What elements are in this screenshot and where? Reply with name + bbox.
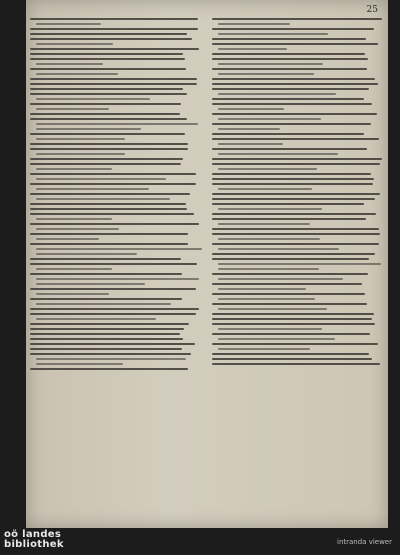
directory-entry — [212, 198, 382, 200]
directory-entry — [30, 353, 200, 365]
text-line — [212, 313, 374, 315]
directory-entry — [212, 148, 382, 155]
text-line — [212, 163, 380, 165]
directory-entry — [212, 178, 382, 180]
viewer-label: intranda viewer — [337, 538, 392, 546]
text-line — [30, 58, 185, 60]
directory-entry — [212, 218, 382, 225]
directory-entry — [30, 213, 200, 220]
text-line — [30, 193, 190, 195]
directory-entry — [30, 193, 200, 200]
directory-entry — [212, 213, 382, 215]
directory-entry — [30, 173, 200, 180]
text-line — [212, 113, 377, 115]
text-line — [30, 263, 197, 265]
directory-entry — [212, 358, 382, 360]
directory-entry — [30, 133, 200, 140]
directory-entry — [212, 58, 382, 65]
text-line — [36, 278, 199, 280]
text-line — [212, 213, 376, 215]
directory-entry — [30, 68, 200, 75]
text-line — [218, 93, 336, 95]
text-line — [30, 243, 188, 245]
directory-entry — [212, 353, 382, 355]
text-line — [36, 128, 141, 130]
text-line — [30, 53, 183, 55]
text-line — [218, 298, 315, 300]
directory-entry — [30, 233, 200, 240]
text-line — [30, 313, 196, 315]
text-line — [30, 343, 195, 345]
text-line — [36, 198, 170, 200]
directory-entry — [212, 253, 382, 255]
logo-line-2: bibliothek — [4, 539, 64, 550]
text-line — [212, 133, 364, 135]
text-line — [36, 123, 198, 125]
text-line — [218, 223, 310, 225]
text-line — [212, 273, 368, 275]
library-logo[interactable] — [4, 530, 64, 550]
directory-entry — [212, 68, 382, 75]
text-line — [212, 233, 380, 235]
text-line — [30, 68, 186, 70]
text-line — [212, 293, 365, 295]
directory-entry — [30, 263, 200, 270]
text-line — [36, 23, 101, 25]
text-line — [30, 348, 182, 350]
directory-entry — [30, 88, 200, 90]
text-line — [30, 288, 196, 290]
directory-entry — [212, 53, 382, 55]
directory-entry — [212, 233, 382, 240]
text-line — [218, 238, 320, 240]
text-line — [30, 163, 181, 165]
directory-entry — [30, 158, 200, 160]
text-line — [36, 238, 99, 240]
text-line — [218, 168, 317, 170]
page-number: 25 — [366, 5, 378, 15]
text-line — [36, 303, 171, 305]
text-line — [218, 208, 322, 210]
directory-entry — [212, 158, 382, 160]
directory-entry — [212, 103, 382, 110]
text-line — [36, 168, 112, 170]
text-line — [212, 78, 375, 80]
directory-entry — [212, 98, 382, 100]
text-line — [30, 158, 183, 160]
directory-entry — [30, 58, 200, 65]
text-line — [36, 73, 118, 75]
text-line — [212, 178, 374, 180]
text-line — [212, 148, 367, 150]
directory-entry — [30, 183, 200, 190]
directory-entry — [212, 343, 382, 350]
text-line — [218, 153, 338, 155]
text-line — [30, 173, 196, 175]
logo-line-1: oö landes — [4, 529, 62, 540]
directory-entry — [30, 148, 200, 155]
text-line — [30, 328, 184, 330]
text-line — [218, 33, 328, 35]
directory-entry — [30, 333, 200, 335]
text-line — [36, 363, 123, 365]
text-line — [212, 243, 379, 245]
text-line — [30, 323, 189, 325]
text-line — [36, 268, 112, 270]
text-line — [212, 253, 375, 255]
directory-entry — [212, 163, 382, 170]
text-line — [30, 298, 182, 300]
directory-entry — [212, 133, 382, 135]
text-line — [212, 38, 366, 40]
directory-entry — [30, 143, 200, 145]
directory-entry — [212, 138, 382, 145]
text-line — [36, 293, 109, 295]
text-line — [30, 203, 186, 205]
directory-entry — [30, 258, 200, 260]
text-line — [30, 83, 197, 85]
text-line — [30, 143, 188, 145]
text-line — [212, 98, 364, 100]
text-line — [212, 53, 365, 55]
text-line — [30, 223, 199, 225]
text-column-left — [30, 18, 200, 373]
text-line — [218, 48, 287, 50]
text-line — [36, 248, 202, 250]
directory-entry — [212, 28, 382, 35]
directory-entry — [30, 308, 200, 310]
directory-entry — [212, 173, 382, 175]
text-line — [212, 283, 362, 285]
text-line — [212, 103, 372, 105]
text-column-right — [212, 18, 382, 368]
text-line — [212, 18, 382, 20]
text-line — [212, 358, 372, 360]
text-line — [36, 138, 125, 140]
directory-entry — [30, 33, 200, 35]
text-line — [212, 203, 364, 205]
text-line — [30, 113, 180, 115]
directory-entry — [30, 78, 200, 80]
text-line — [212, 258, 369, 260]
directory-entry — [212, 273, 382, 280]
text-line — [30, 93, 187, 95]
text-line — [30, 258, 181, 260]
text-line — [212, 333, 370, 335]
text-line — [218, 108, 284, 110]
directory-entry — [30, 348, 200, 350]
text-line — [36, 253, 137, 255]
directory-entry — [30, 273, 200, 285]
directory-entry — [212, 113, 382, 120]
directory-entry — [30, 18, 200, 25]
text-line — [30, 133, 185, 135]
directory-entry — [212, 243, 382, 250]
directory-entry — [30, 48, 200, 50]
directory-entry — [212, 123, 382, 130]
text-line — [36, 283, 145, 285]
text-line — [30, 88, 183, 90]
directory-entry — [212, 363, 382, 365]
directory-entry — [212, 183, 382, 190]
directory-entry — [212, 43, 382, 50]
text-line — [36, 43, 113, 45]
directory-entry — [30, 368, 200, 370]
directory-entry — [30, 113, 200, 115]
text-line — [36, 358, 186, 360]
directory-entry — [212, 258, 382, 270]
text-line — [30, 208, 187, 210]
directory-entry — [30, 53, 200, 55]
directory-entry — [212, 193, 382, 195]
text-line — [212, 123, 371, 125]
text-line — [218, 143, 283, 145]
text-line — [30, 368, 188, 370]
directory-entry — [212, 88, 382, 95]
text-line — [218, 288, 306, 290]
directory-entry — [30, 93, 200, 100]
text-line — [218, 248, 339, 250]
text-line — [218, 338, 335, 340]
text-line — [30, 308, 199, 310]
directory-entry — [212, 18, 382, 25]
text-line — [212, 43, 378, 45]
text-line — [30, 118, 187, 120]
text-line — [218, 188, 312, 190]
text-line — [30, 33, 187, 35]
text-line — [30, 78, 197, 80]
directory-entry — [212, 78, 382, 80]
text-line — [212, 198, 375, 200]
text-line — [30, 273, 182, 275]
text-line — [212, 343, 378, 345]
directory-entry — [30, 323, 200, 325]
directory-entry — [212, 323, 382, 330]
text-line — [212, 228, 379, 230]
scanned-page — [26, 0, 388, 528]
directory-entry — [30, 328, 200, 330]
directory-entry — [30, 338, 200, 340]
text-line — [218, 23, 290, 25]
text-line — [212, 303, 367, 305]
text-line — [30, 233, 188, 235]
directory-entry — [30, 83, 200, 85]
directory-entry — [212, 293, 382, 300]
directory-entry — [30, 208, 200, 210]
directory-entry — [212, 313, 382, 315]
text-line — [212, 173, 371, 175]
directory-entry — [30, 118, 200, 130]
text-line — [212, 158, 382, 160]
directory-entry — [30, 288, 200, 295]
text-line — [218, 308, 327, 310]
text-line — [30, 48, 199, 50]
text-line — [36, 153, 125, 155]
text-line — [218, 278, 343, 280]
directory-entry — [30, 38, 200, 45]
directory-entry — [30, 203, 200, 205]
directory-entry — [212, 318, 382, 320]
text-line — [212, 183, 373, 185]
text-line — [30, 353, 191, 355]
text-line — [212, 323, 375, 325]
text-line — [30, 148, 188, 150]
directory-entry — [30, 163, 200, 170]
text-line — [30, 183, 196, 185]
directory-entry — [30, 343, 200, 345]
text-line — [218, 348, 310, 350]
text-line — [36, 98, 150, 100]
text-line — [36, 63, 103, 65]
text-line — [218, 263, 381, 265]
text-line — [30, 28, 198, 30]
directory-entry — [212, 38, 382, 40]
text-line — [30, 18, 198, 20]
text-line — [212, 218, 366, 220]
directory-entry — [30, 223, 200, 230]
directory-entry — [212, 333, 382, 340]
text-line — [218, 73, 314, 75]
text-line — [212, 83, 378, 85]
directory-entry — [30, 298, 200, 305]
directory-entry — [30, 313, 200, 320]
text-line — [212, 318, 372, 320]
text-line — [30, 333, 180, 335]
directory-entry — [30, 28, 200, 30]
text-line — [212, 28, 374, 30]
text-line — [218, 63, 323, 65]
text-line — [36, 178, 166, 180]
directory-entry — [30, 103, 200, 110]
text-line — [218, 268, 319, 270]
text-line — [36, 108, 109, 110]
text-line — [30, 38, 192, 40]
text-line — [36, 228, 119, 230]
text-line — [36, 318, 156, 320]
text-line — [212, 193, 380, 195]
directory-entry — [212, 303, 382, 310]
directory-entry — [212, 283, 382, 290]
text-line — [36, 188, 149, 190]
text-line — [212, 363, 380, 365]
directory-entry — [212, 203, 382, 210]
text-line — [218, 118, 321, 120]
text-line — [30, 213, 194, 215]
text-line — [30, 338, 183, 340]
text-line — [212, 138, 379, 140]
text-line — [30, 103, 181, 105]
text-line — [218, 128, 280, 130]
text-line — [212, 58, 368, 60]
text-line — [212, 68, 367, 70]
text-line — [36, 218, 112, 220]
text-line — [218, 328, 322, 330]
text-line — [212, 88, 369, 90]
directory-entry — [212, 228, 382, 230]
text-line — [212, 353, 369, 355]
directory-entry — [212, 83, 382, 85]
directory-entry — [30, 243, 200, 255]
